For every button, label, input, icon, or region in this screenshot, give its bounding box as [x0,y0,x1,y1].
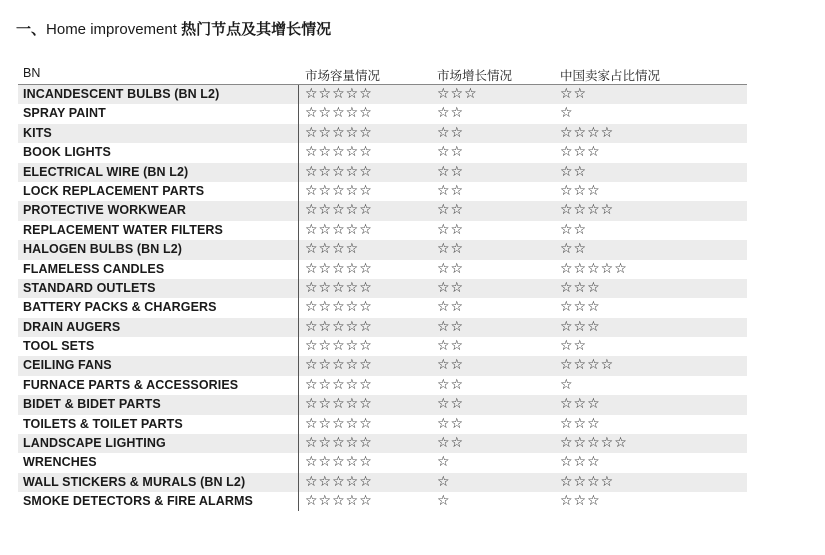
column-divider [298,85,299,511]
page-title [16,18,331,39]
cn-seller-share-stars: ☆☆☆☆ [560,357,615,374]
table-header [18,64,747,85]
table-row [18,143,747,162]
cn-seller-share-stars: ☆☆ [560,338,588,355]
title-prefix: 一、 [16,21,47,38]
cn-seller-share-stars: ☆☆☆ [560,144,601,161]
bn-name: FLAMELESS CANDLES [23,261,165,276]
bn-name: BOOK LIGHTS [23,145,111,160]
market-growth-stars: ☆☆☆ [437,86,478,102]
market-size-stars: ☆☆☆☆☆ [305,415,373,432]
market-size-stars: ☆☆☆☆☆ [305,163,373,180]
market-size-stars: ☆☆☆☆☆ [305,105,373,122]
market-growth-stars: ☆☆ [437,105,465,122]
bn-name: LOCK REPLACEMENT PARTS [23,183,205,198]
market-size-stars: ☆☆☆☆☆ [305,279,373,296]
market-growth-stars: ☆ [437,454,451,471]
cn-seller-share-stars: ☆☆☆ [560,279,601,296]
table-row [18,279,747,298]
market-size-stars: ☆☆☆☆☆ [305,144,373,161]
cn-seller-share-stars: ☆☆☆ [560,493,601,510]
cn-seller-share-stars: ☆ [560,105,574,122]
market-size-stars: ☆☆☆☆ [305,241,360,258]
title-suffix: 热门节点及其增长情况 [181,21,332,38]
market-size-stars: ☆☆☆☆☆ [305,86,373,102]
market-size-stars: ☆☆☆☆☆ [305,182,373,199]
bn-name: KITS [23,125,52,140]
bn-name: TOOL SETS [23,339,95,354]
table-row [18,415,747,434]
bn-name: HALOGEN BULBS (BN L2) [23,242,183,257]
market-growth-stars: ☆☆ [437,279,465,296]
market-growth-stars: ☆☆ [437,182,465,199]
market-growth-stars: ☆☆ [437,163,465,180]
bn-name: SPRAY PAINT [23,106,106,121]
market-size-stars: ☆☆☆☆☆ [305,221,373,238]
market-size-stars: ☆☆☆☆☆ [305,473,373,490]
bn-name: TOILETS & TOILET PARTS [23,416,183,431]
table-row [18,492,747,511]
bn-name: BATTERY PACKS & CHARGERS [23,300,217,315]
bn-name: BIDET & BIDET PARTS [23,397,161,412]
market-growth-stars: ☆☆ [437,338,465,355]
market-growth-stars: ☆☆ [437,396,465,413]
market-growth-stars: ☆☆ [437,202,465,219]
market-growth-stars: ☆☆ [437,221,465,238]
market-growth-stars: ☆☆ [437,241,465,258]
market-size-stars: ☆☆☆☆☆ [305,202,373,219]
table-row [18,337,747,356]
market-growth-stars: ☆ [437,493,451,510]
market-size-stars: ☆☆☆☆☆ [305,318,373,335]
table-row [18,182,747,201]
cn-seller-share-stars: ☆☆ [560,163,588,180]
bn-name: STANDARD OUTLETS [23,280,156,295]
table-row [18,163,747,182]
bn-name: FURNACE PARTS & ACCESSORIES [23,377,239,392]
table-row [18,240,747,259]
market-growth-stars: ☆ [437,473,451,490]
bn-name: REPLACEMENT WATER FILTERS [23,222,223,237]
table-row [18,85,747,104]
table-row [18,453,747,472]
market-growth-stars: ☆☆ [437,144,465,161]
bn-name: CEILING FANS [23,358,112,373]
market-size-stars: ☆☆☆☆☆ [305,357,373,374]
table-row [18,473,747,492]
table-row [18,356,747,375]
market-growth-stars: ☆☆ [437,299,465,316]
table-row [18,395,747,414]
cn-seller-share-stars: ☆☆☆ [560,415,601,432]
cn-seller-share-stars: ☆☆☆ [560,299,601,316]
market-size-stars: ☆☆☆☆☆ [305,260,373,277]
market-size-stars: ☆☆☆☆☆ [305,454,373,471]
bn-name: LANDSCAPE LIGHTING [23,436,166,451]
cn-seller-share-stars: ☆☆☆ [560,182,601,199]
cn-seller-share-stars: ☆☆☆ [560,396,601,413]
cn-seller-share-stars: ☆☆ [560,86,588,102]
bn-name: DRAIN AUGERS [23,319,121,334]
header-market-growth: 市场增长情况 [437,69,513,83]
title-latin: Home improvement [46,21,182,38]
market-size-stars: ☆☆☆☆☆ [305,299,373,316]
cn-seller-share-stars: ☆☆☆☆ [560,124,615,141]
table-row [18,124,747,143]
market-size-stars: ☆☆☆☆☆ [305,396,373,413]
market-growth-stars: ☆☆ [437,376,465,393]
market-size-stars: ☆☆☆☆☆ [305,493,373,510]
header-market-size: 市场容量情况 [305,69,381,83]
table-row [18,201,747,220]
header-cn-seller-share: 中国卖家占比情况 [560,69,661,83]
header-bn: BN [23,66,41,80]
table-row [18,298,747,317]
cn-seller-share-stars: ☆☆☆ [560,318,601,335]
market-size-stars: ☆☆☆☆☆ [305,376,373,393]
market-growth-stars: ☆☆ [437,124,465,141]
table-row [18,104,747,123]
cn-seller-share-stars: ☆☆☆☆☆ [560,435,628,452]
cn-seller-share-stars: ☆☆☆☆ [560,473,615,490]
cn-seller-share-stars: ☆ [560,376,574,393]
bn-name: INCANDESCENT BULBS (BN L2) [23,87,220,101]
bn-name: WRENCHES [23,455,97,470]
cn-seller-share-stars: ☆☆ [560,241,588,258]
market-growth-stars: ☆☆ [437,357,465,374]
cn-seller-share-stars: ☆☆☆☆☆ [560,260,628,277]
cn-seller-share-stars: ☆☆☆ [560,454,601,471]
cn-seller-share-stars: ☆☆ [560,221,588,238]
table-row [18,221,747,240]
market-size-stars: ☆☆☆☆☆ [305,124,373,141]
market-size-stars: ☆☆☆☆☆ [305,435,373,452]
table-row [18,376,747,395]
bn-name: WALL STICKERS & MURALS (BN L2) [23,474,246,489]
table-row [18,434,747,453]
bn-name: SMOKE DETECTORS & FIRE ALARMS [23,494,253,509]
bn-name: PROTECTIVE WORKWEAR [23,203,187,218]
market-size-stars: ☆☆☆☆☆ [305,338,373,355]
market-growth-stars: ☆☆ [437,260,465,277]
table-row [18,260,747,279]
market-growth-stars: ☆☆ [437,318,465,335]
cn-seller-share-stars: ☆☆☆☆ [560,202,615,219]
table-body [18,85,747,512]
market-growth-stars: ☆☆ [437,435,465,452]
table-row [18,318,747,337]
market-growth-stars: ☆☆ [437,415,465,432]
bn-name: ELECTRICAL WIRE (BN L2) [23,164,189,179]
